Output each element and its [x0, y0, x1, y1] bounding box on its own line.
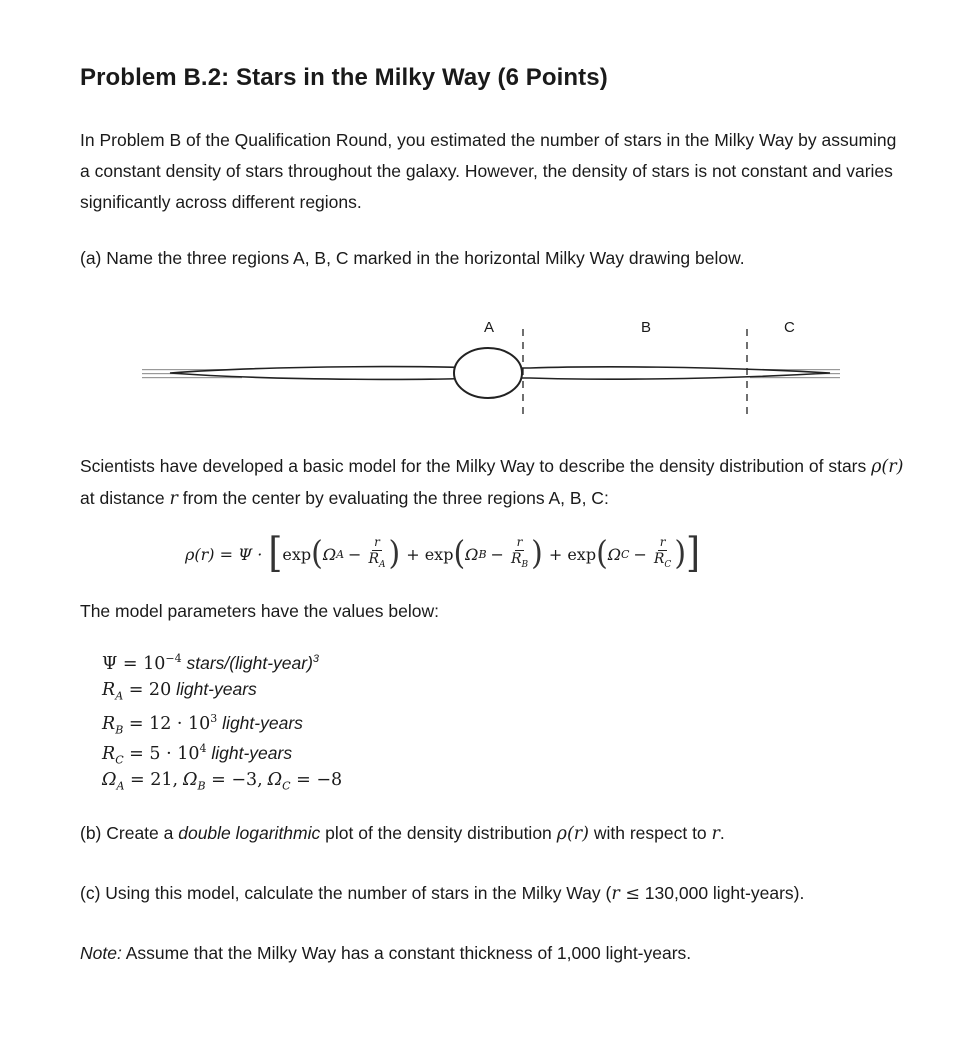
galactic-bulge [454, 348, 522, 398]
problem-title: Problem B.2: Stars in the Milky Way (6 Points) [80, 64, 608, 91]
frac-a-den: R [368, 551, 379, 568]
minus-c: − [633, 544, 647, 564]
frac-a-den-sub: A [379, 559, 386, 570]
model-text-1: Scientists have developed a basic model for the Milky Way to describe the density distribution of stars [80, 456, 872, 476]
formula-exp-a: exp [282, 544, 312, 564]
ra-value: = 20 [123, 680, 172, 700]
part-b-rho: ρ(r) [556, 824, 589, 844]
psi-unit: stars/(light-year) [186, 652, 313, 673]
frac-a-num: r [374, 535, 380, 550]
fraction-c [654, 534, 671, 574]
parameter-list [102, 644, 342, 794]
param-omegas [102, 764, 342, 794]
note [80, 938, 910, 969]
part-b-question [80, 818, 910, 850]
rc-value: = 5 · 10 [123, 743, 200, 764]
note-text: Assume that the Milky Way has a constant thickness of 1,000 light-years. [121, 943, 692, 963]
omega-a-param-sub: A [116, 779, 125, 793]
part-b-r: r [711, 824, 720, 844]
milky-way-diagram [130, 305, 850, 425]
minus-a: − [348, 544, 362, 564]
part-c-pre: (c) Using this model, calculate the number of stars in the Milky Way ( [80, 883, 612, 903]
frac-b-den: R [510, 551, 522, 568]
frac-b-num: r [516, 535, 523, 550]
formula-exp-c: + exp [548, 544, 597, 564]
omega-a-value: = 21, [124, 770, 179, 790]
omega-c-sub: C [621, 547, 630, 561]
part-b-end: . [719, 823, 725, 843]
fraction-b [511, 534, 528, 574]
part-c-question [80, 878, 910, 910]
psi-unit-exp: 3 [312, 653, 320, 665]
psi-exponent: −4 [165, 652, 182, 665]
region-label-a: A [484, 319, 495, 336]
parameters-intro: The model parameters have the values below: [80, 601, 439, 621]
param-ra [102, 674, 342, 704]
frac-b-den-sub: B [521, 559, 529, 570]
part-b-emphasis: double logarithmic [178, 823, 321, 843]
rb-value: = 12 · 10 [123, 713, 211, 734]
model-text-2: at distance [80, 488, 170, 508]
region-label-b: B [641, 319, 652, 336]
ra-sub: A [115, 689, 124, 703]
fraction-a [368, 534, 385, 574]
omega-b-param-sub: B [197, 779, 206, 793]
part-a-question: (a) Name the three regions A, B, C marked in the horizontal Milky Way drawing below. [80, 248, 745, 268]
omega-c-param-sub: C [282, 779, 291, 793]
omega-b-symbol: Ω [182, 770, 198, 790]
part-b-post: with respect to [588, 823, 712, 843]
minus-b: − [490, 544, 504, 564]
frac-c-num: r [659, 535, 666, 550]
omega-a-sub: A [336, 547, 345, 561]
intro-paragraph: In Problem B of the Qualification Round, you estimated the number of stars in the Milky Way by assuming a constant density of stars throughout the galaxy. However, the density of stars is not constant and varies significantly across different regions. [80, 130, 897, 212]
rc-symbol: R [102, 743, 116, 764]
rc-unit: light-years [211, 742, 293, 763]
rc-exponent: 4 [199, 742, 207, 755]
omega-b-value: = −3, [205, 770, 263, 790]
formula-close-bracket: ] [686, 529, 701, 577]
formula-open-bracket: [ [268, 529, 283, 577]
density-formula: ρ(r) = Ψ · [ exp ( Ω A − $\frac{r}{R_A}$ ) + exp ( Ω B − $\frac{r}{R_B}$ ) + exp ( Ω C − $\frac{r}{R_C}$ ) ] [185, 529, 701, 577]
rb-sub: B [115, 723, 124, 737]
omega-b-sub: B [478, 547, 487, 561]
part-b-pre: (b) Create a [80, 823, 179, 843]
psi-value: Ψ = 10 [102, 653, 166, 674]
omega-a-symbol: Ω [102, 770, 117, 790]
omega-b: Ω [465, 544, 479, 564]
ra-unit: light-years [176, 679, 257, 699]
part-c-post: 130,000 light-years). [639, 883, 805, 903]
omega-c-value: = −8 [290, 770, 343, 790]
rc-sub: C [115, 753, 124, 767]
region-label-c: C [784, 319, 795, 336]
param-psi [102, 644, 342, 674]
omega-c: Ω [607, 544, 622, 564]
rb-exponent: 3 [210, 712, 218, 725]
rho-symbol: ρ(r) [871, 457, 904, 477]
formula-exp-b: + exp [406, 544, 454, 564]
model-text-3: from the center by evaluating the three regions A, B, C: [177, 488, 609, 508]
param-rc [102, 734, 342, 767]
note-label: Note: [80, 943, 122, 963]
frac-c-den-sub: C [664, 559, 672, 570]
part-c-condition: r ≤ [611, 884, 640, 904]
model-description [80, 451, 910, 515]
r-symbol: r [169, 489, 178, 509]
rb-symbol: R [102, 713, 116, 734]
frac-c-den: R [653, 551, 665, 568]
ra-symbol: R [102, 680, 116, 700]
rb-unit: light-years [222, 712, 303, 733]
omega-c-symbol: Ω [267, 770, 283, 790]
omega-a: Ω [322, 544, 337, 564]
part-b-mid: plot of the density distribution [320, 823, 557, 843]
param-rb [102, 704, 342, 737]
formula-lhs: ρ(r) = Ψ · [185, 544, 263, 564]
